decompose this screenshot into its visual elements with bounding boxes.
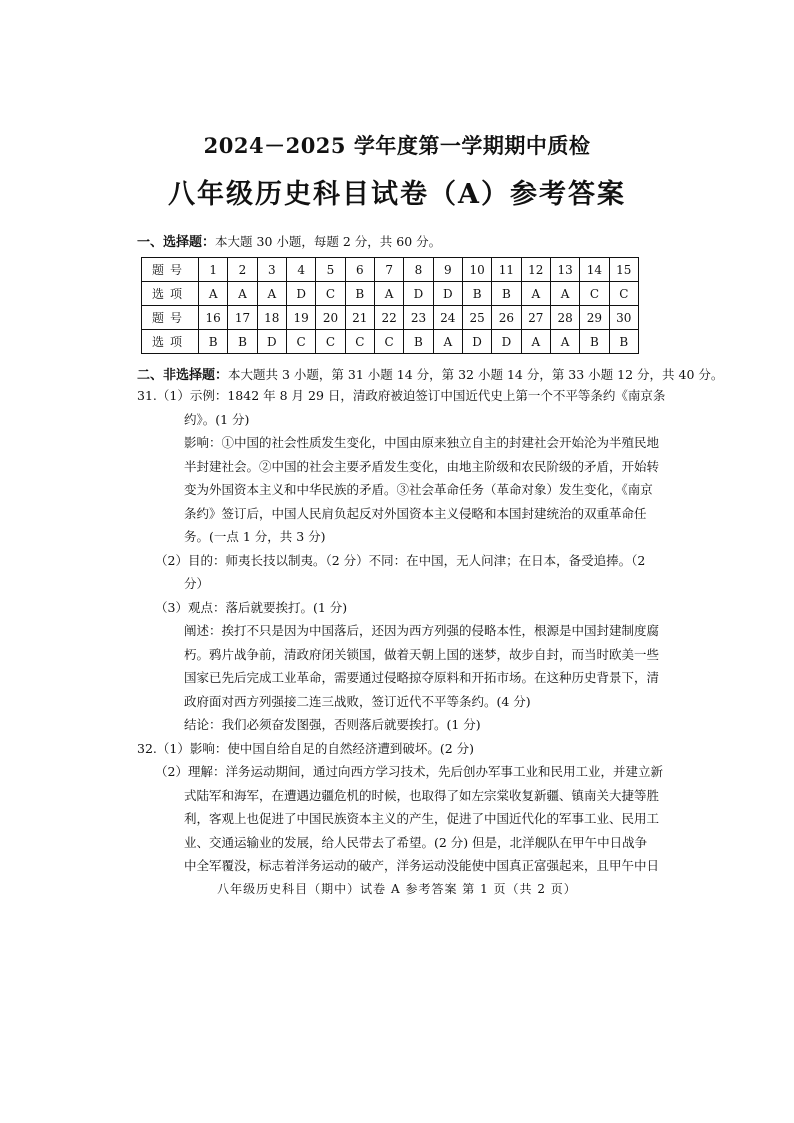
cell-a: C xyxy=(580,282,609,306)
cell-a: A xyxy=(550,330,579,354)
q32-line: 32.（1）影响：使中国自给自足的自然经济遭到破坏。(2 分) xyxy=(137,741,475,756)
row-label-question: 题号 xyxy=(142,258,199,282)
q31-line: 分） xyxy=(184,576,210,591)
cell-q: 16 xyxy=(199,306,228,330)
cell-a: C xyxy=(345,330,374,354)
cell-a: C xyxy=(316,282,345,306)
q31-line: （3）观点：落后就要挨打。(1 分) xyxy=(155,600,348,615)
cell-q: 9 xyxy=(433,258,462,282)
row-label-question: 题号 xyxy=(142,306,199,330)
cell-a: B xyxy=(580,330,609,354)
section1-desc: 本大题 30 小题，每题 2 分，共 60 分。 xyxy=(215,234,442,249)
row-label-answer: 选项 xyxy=(142,330,199,354)
cell-q: 27 xyxy=(521,306,550,330)
cell-q: 12 xyxy=(521,258,550,282)
q32-line: 利，客观上也促进了中国民族资本主义的产生，促进了中国近代化的军事工业、民用工 xyxy=(184,811,660,826)
cell-q: 15 xyxy=(609,258,638,282)
cell-q: 14 xyxy=(580,258,609,282)
cell-q: 18 xyxy=(257,306,286,330)
q31-line: （2）目的：师夷长技以制夷。（2 分）不同：在中国，无人问津；在日本，备受追捧。（2 xyxy=(155,553,646,568)
section2-desc: 本大题共 3 小题，第 31 小题 14 分，第 32 小题 14 分，第 33 小题 12 分，共 40 分。 xyxy=(228,367,724,382)
cell-a: B xyxy=(462,282,491,306)
table-row-answers-1 xyxy=(142,282,639,306)
cell-q: 8 xyxy=(404,258,433,282)
q31-line: 政府面对西方列强接二连三战败，签订近代不平等条约。(4 分) xyxy=(184,694,531,709)
cell-a: B xyxy=(228,330,257,354)
q32-line: 中全军覆没，标志着洋务运动的破产，洋务运动没能使中国真正富强起来，且甲午中日 xyxy=(184,858,660,873)
cell-a: C xyxy=(374,330,403,354)
cell-q: 24 xyxy=(433,306,462,330)
cell-a: C xyxy=(609,282,638,306)
cell-a: B xyxy=(199,330,228,354)
cell-a: A xyxy=(228,282,257,306)
cell-a: D xyxy=(286,282,315,306)
table-row-numbers-2 xyxy=(142,306,639,330)
answer-key-title: 八年级历史科目试卷（A）参考答案 xyxy=(168,179,626,210)
cell-a: B xyxy=(345,282,374,306)
q31-line: 朽。鸦片战争前，清政府闭关锁国，做着天朝上国的迷梦，故步自封，而当时欧美一些 xyxy=(184,647,660,662)
cell-q: 20 xyxy=(316,306,345,330)
cell-a: A xyxy=(199,282,228,306)
cell-q: 1 xyxy=(199,258,228,282)
cell-a: B xyxy=(609,330,638,354)
cell-q: 11 xyxy=(492,258,521,282)
cell-q: 6 xyxy=(345,258,374,282)
cell-a: C xyxy=(286,330,315,354)
cell-a: B xyxy=(492,282,521,306)
cell-a: D xyxy=(433,282,462,306)
cell-a: A xyxy=(433,330,462,354)
q31-line: 31.（1）示例：1842 年 8 月 29 日，清政府被迫签订中国近代史上第一个不平等条约《南京条 xyxy=(137,388,666,403)
q31-line: 影响：①中国的社会性质发生变化，中国由原来独立自主的封建社会开始沦为半殖民地 xyxy=(184,435,660,450)
q31-line: 条约》签订后，中国人民肩负起反对外国资本主义侵略和本国封建统治的双重革命任 xyxy=(184,506,647,521)
cell-a: D xyxy=(257,330,286,354)
cell-a: D xyxy=(462,330,491,354)
q31-line: 约》。(1 分) xyxy=(184,412,250,427)
cell-q: 23 xyxy=(404,306,433,330)
q31-line: 变为外国资本主义和中华民族的矛盾。③社会革命任务（革命对象）发生变化，《南京 xyxy=(184,482,653,497)
table-row-numbers-1 xyxy=(142,258,639,282)
table-row-answers-2 xyxy=(142,330,639,354)
cell-q: 26 xyxy=(492,306,521,330)
cell-q: 29 xyxy=(580,306,609,330)
cell-q: 30 xyxy=(609,306,638,330)
cell-q: 4 xyxy=(286,258,315,282)
q31-line: 半封建社会。②中国的社会主要矛盾发生变化，由地主阶级和农民阶级的矛盾，开始转 xyxy=(184,459,660,474)
section2-heading xyxy=(137,364,723,383)
q32-line: 业、交通运输业的发展，给人民带去了希望。(2 分) 但是，北洋舰队在甲午中日战争 xyxy=(184,835,648,850)
q32-line: 式陆军和海军，在遭遇边疆危机的时候，也取得了如左宗棠收复新疆、镇南关大捷等胜 xyxy=(184,788,660,803)
cell-a: D xyxy=(404,282,433,306)
cell-a: A xyxy=(257,282,286,306)
row-label-answer: 选项 xyxy=(142,282,199,306)
section1-label: 一、选择题： xyxy=(137,235,216,250)
cell-a: A xyxy=(521,330,550,354)
section2-label: 二、非选择题： xyxy=(137,368,229,383)
q31-line: 务。(一点 1 分，共 3 分) xyxy=(184,529,326,544)
cell-q: 21 xyxy=(345,306,374,330)
cell-q: 3 xyxy=(257,258,286,282)
exam-title: 2024－2025 学年度第一学期期中质检 xyxy=(203,133,591,158)
cell-q: 2 xyxy=(228,258,257,282)
cell-a: B xyxy=(404,330,433,354)
cell-a: C xyxy=(316,330,345,354)
cell-a: A xyxy=(521,282,550,306)
cell-a: A xyxy=(374,282,403,306)
cell-a: D xyxy=(492,330,521,354)
answer-table xyxy=(141,257,639,354)
section1-heading xyxy=(137,231,441,250)
cell-q: 13 xyxy=(550,258,579,282)
cell-q: 28 xyxy=(550,306,579,330)
q31-line: 结论：我们必须奋发图强，否则落后就要挨打。(1 分) xyxy=(184,717,481,732)
cell-q: 7 xyxy=(374,258,403,282)
q32-line: （2）理解：洋务运动期间，通过向西方学习技术，先后创办军事工业和民用工业，并建立新 xyxy=(155,764,663,779)
cell-q: 10 xyxy=(462,258,491,282)
cell-a: A xyxy=(550,282,579,306)
cell-q: 19 xyxy=(286,306,315,330)
q31-line: 阐述：挨打不只是因为中国落后，还因为西方列强的侵略本性，根源是中国封建制度腐 xyxy=(184,623,660,638)
cell-q: 22 xyxy=(374,306,403,330)
cell-q: 25 xyxy=(462,306,491,330)
cell-q: 17 xyxy=(228,306,257,330)
page-footer: 八年级历史科目（期中）试卷 A 参考答案 第 1 页（共 2 页） xyxy=(217,882,577,896)
q31-line: 国家已先后完成工业革命，需要通过侵略掠夺原料和开拓市场。在这种历史背景下，清 xyxy=(184,670,660,685)
cell-q: 5 xyxy=(316,258,345,282)
